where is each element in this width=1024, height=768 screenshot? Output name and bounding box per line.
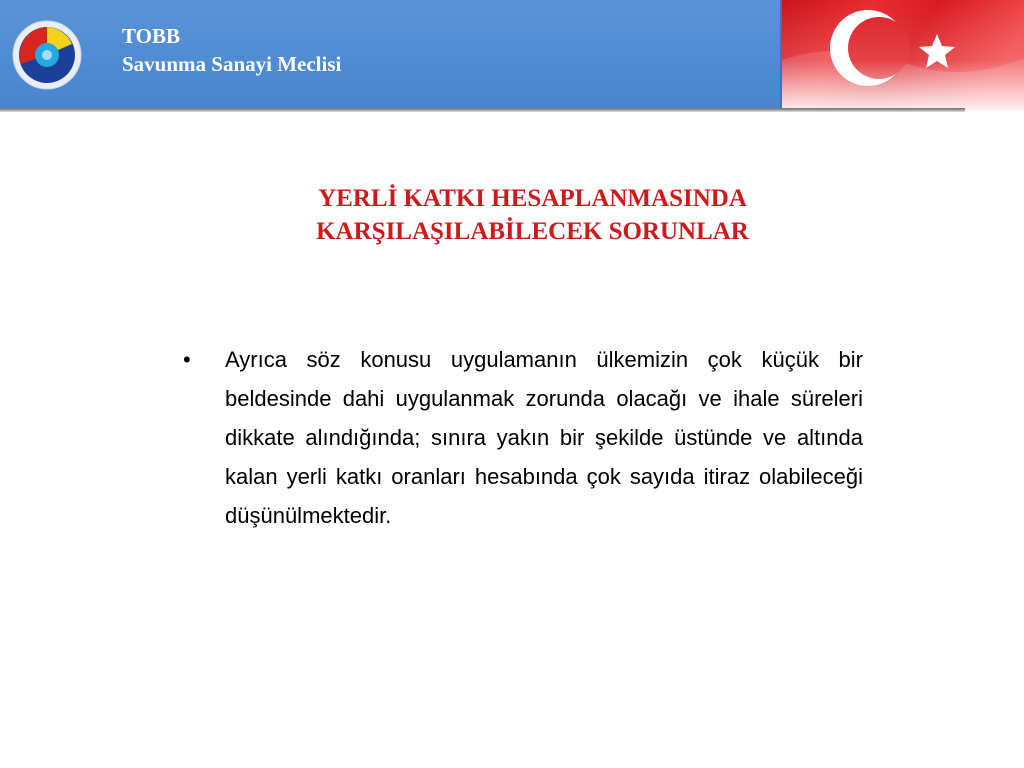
slide-title	[240, 182, 825, 248]
organization-name	[122, 22, 341, 78]
slide-title-line1: YERLİ KATKI HESAPLANMASINDA	[318, 185, 747, 212]
header-divider	[0, 108, 965, 112]
header-bar	[0, 0, 782, 108]
org-name-line1: TOBB	[122, 24, 180, 48]
turkish-flag-icon	[782, 0, 1024, 110]
slide-title-line2: KARŞILAŞILABİLECEK SORUNLAR	[316, 218, 749, 245]
tobb-logo-icon	[12, 20, 82, 90]
bullet-text: Ayrıca söz konusu uygulamanın ülkemizin çok küçük bir beldesinde dahi uygulanmak zorunda olacağı ve ihale süreleri dikkate alındığında; sınıra yakın bir şekilde üstünde ve altında kalan yerli katkı oranları hesabında çok sayıda itiraz olabileceği düşünülmektedir.	[225, 347, 863, 528]
org-name-line2: Savunma Sanayi Meclisi	[122, 52, 342, 76]
bullet-list	[183, 340, 863, 535]
bullet-item	[183, 340, 863, 535]
bullet-symbol: •	[183, 347, 191, 372]
